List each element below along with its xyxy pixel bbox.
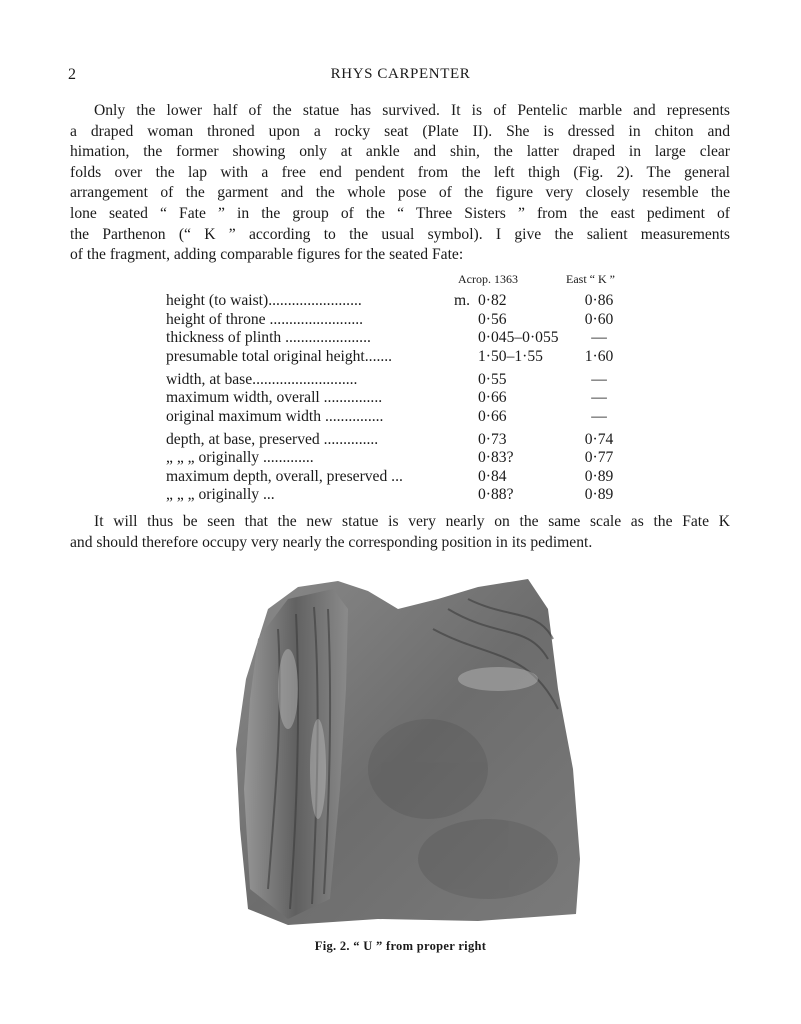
paragraph-line: lone seated “ Fate ” in the group of the “ Three Sisters ” from the east pediment of (70, 204, 730, 222)
measurement-label: original maximum width ............... (166, 407, 384, 425)
measurement-label: maximum width, overall ............... (166, 389, 383, 406)
measurement-east-k-value: — (591, 329, 607, 346)
paragraph-line: and should therefore occupy very nearly the corresponding position in its pediment. (70, 533, 593, 551)
intro-paragraph (70, 101, 730, 266)
measurement-row (166, 468, 636, 487)
measurement-unit: m. (454, 292, 471, 309)
measurement-acrop-value: 0·83? (478, 449, 514, 466)
paragraph-line: of the fragment, adding comparable figures for the seated Fate: (70, 246, 464, 264)
measurement-row (166, 292, 636, 311)
measurement-row (166, 486, 636, 505)
measurement-row (166, 348, 636, 367)
measurement-east-k-value: 1·60 (584, 347, 614, 365)
measurement-row (166, 329, 636, 348)
measurement-row (166, 449, 636, 468)
measurement-row (166, 389, 636, 408)
measurement-acrop-value: 0·66 (478, 407, 507, 425)
measurement-row (166, 371, 636, 390)
measurement-east-k-value: — (591, 407, 607, 425)
measurement-east-k-value: 0·77 (584, 449, 614, 466)
measurement-east-k-value: 0·89 (584, 486, 614, 503)
measurement-acrop-value: 0·73 (478, 430, 507, 448)
measurement-label: height (to waist)........................ (166, 292, 362, 309)
measurement-row (166, 431, 636, 450)
paragraph-line: himation, the former showing only at ankle and shin, the latter draped in large clear (70, 143, 730, 161)
page-number: 2 (68, 66, 76, 83)
paragraph-line: the Parthenon (“ K ” according to the usual symbol). I give the salient measurements (70, 225, 730, 243)
measurement-east-k-value: 0·89 (584, 467, 614, 485)
measurement-label: „ „ „ originally ... (166, 486, 275, 503)
measurement-acrop-value: 0·56 (478, 310, 507, 328)
paragraph-line: arrangement of the garment and the whole pose of the figure very closely resemble the (70, 184, 730, 202)
measurement-label: width, at base........................... (166, 370, 358, 388)
column-header-east-k: East “ K ” (566, 272, 615, 286)
measurement-acrop-value: 0·88? (478, 486, 514, 503)
measurement-east-k-value: 0·60 (584, 310, 614, 328)
measurement-acrop-value: 1·50–1·55 (478, 347, 543, 365)
measurement-acrop-value: 0·55 (478, 370, 507, 388)
measurement-acrop-value: 0·66 (478, 389, 507, 406)
figure-statue-photo (228, 569, 584, 929)
paragraph-line: a draped woman throned upon a rocky seat (Plate II). She is dressed in chiton and (70, 122, 730, 140)
measurement-label: „ „ „ originally ............. (166, 449, 314, 466)
figure-caption: Fig. 2. “ U ” from proper right (314, 939, 487, 953)
measurement-acrop-value: 0·84 (478, 467, 507, 485)
measurement-acrop-value: 0·82 (478, 292, 507, 309)
measurement-label: thickness of plinth ...................... (166, 329, 371, 346)
measurement-east-k-value: 0·86 (584, 292, 614, 309)
measurement-east-k-value: 0·74 (584, 430, 614, 448)
measurement-label: maximum depth, overall, preserved ... (166, 467, 403, 485)
statue-fragment-image (228, 569, 584, 929)
measurement-label: height of throne ........................ (166, 310, 364, 328)
paragraph-line: It will thus be seen that the new statue is very nearly on the same scale as the Fate K (94, 513, 730, 530)
measurement-acrop-value: 0·045–0·055 (478, 329, 559, 346)
measurement-label: depth, at base, preserved .............. (166, 430, 379, 448)
running-head: RHYS CARPENTER (330, 66, 471, 82)
measurement-east-k-value: — (591, 370, 607, 388)
paragraph-line: Only the lower half of the statue has survived. It is of Pentelic marble and represents (94, 102, 730, 119)
measurement-row (166, 311, 636, 330)
measurement-label: presumable total original height....... (166, 347, 393, 365)
paragraph-line: folds over the lap with a free end pendent from the left thigh (Fig. 2). The general (70, 163, 730, 181)
column-header-acrop: Acrop. 1363 (458, 272, 518, 286)
measurement-east-k-value: — (591, 389, 607, 406)
measurement-row (166, 408, 636, 427)
conclusion-paragraph (70, 512, 730, 553)
